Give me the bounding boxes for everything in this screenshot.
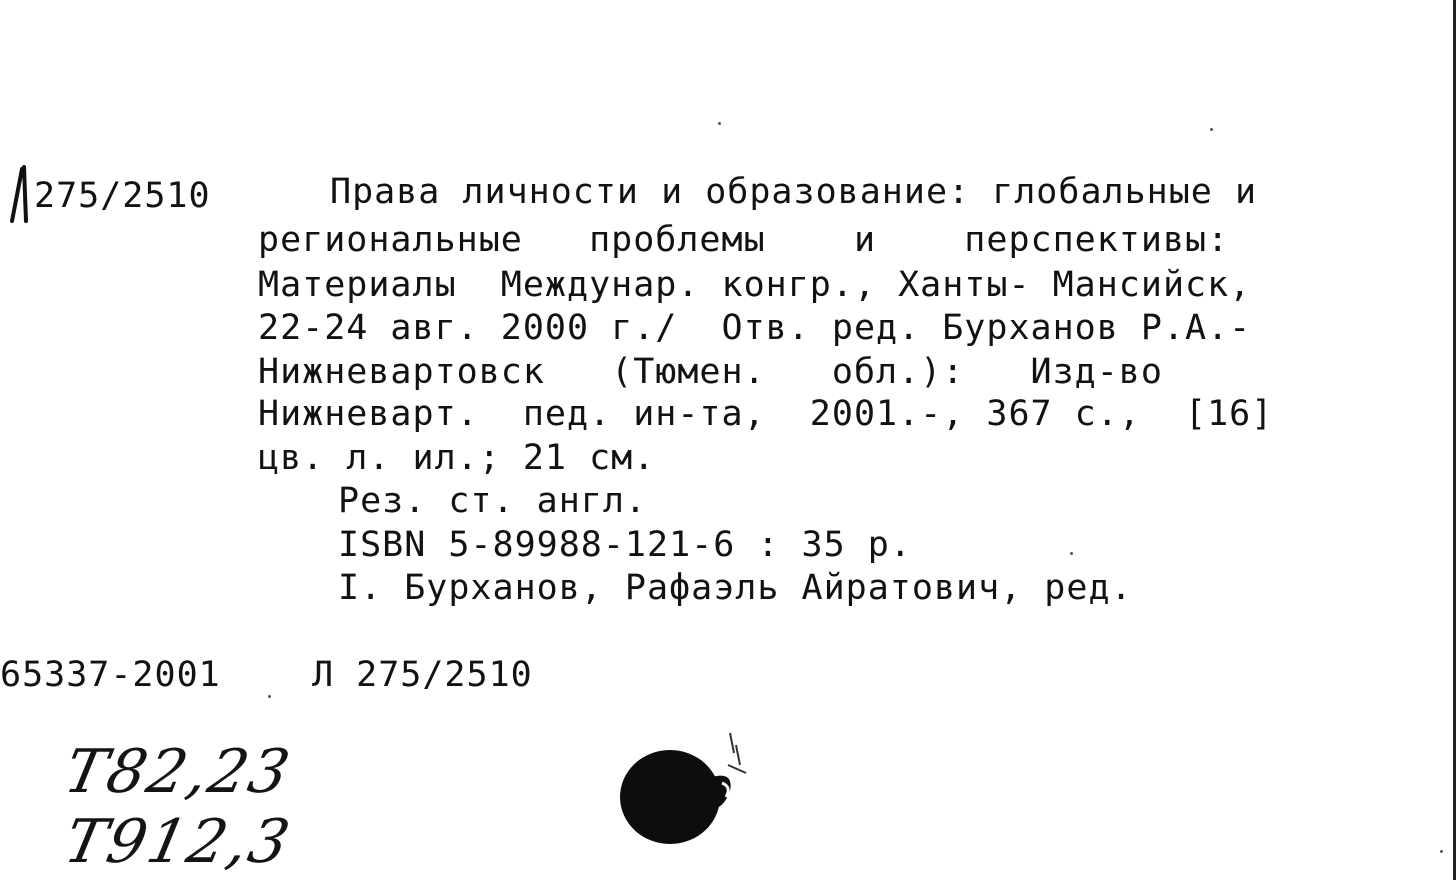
handwritten-code: Т82,23 (58, 737, 298, 807)
scan-speck (718, 122, 721, 125)
shelf-reference: Л 275/2510 (312, 655, 533, 695)
description-line: Нижневартовск (Тюмен. обл.): Изд-во (258, 352, 1163, 392)
title-line-1: Права личности и образование: глобальные и (330, 172, 1258, 212)
note-line: ISBN 5-89988-121-6 : 35 р. (338, 525, 912, 565)
scan-speck (1210, 128, 1213, 131)
handwritten-code: Т912,3 (58, 807, 298, 877)
handwritten-mark-icon (8, 165, 30, 225)
scan-speck (1440, 850, 1443, 853)
ink-blot-icon (612, 725, 762, 850)
note-line: Рез. ст. англ. (338, 481, 648, 521)
description-line: цв. л. ил.; 21 см. (258, 438, 656, 478)
description-line: региональные проблемы и перспективы: (258, 220, 1230, 260)
scan-speck (1070, 552, 1073, 555)
description-line: Нижневарт. пед. ин-та, 2001.-, 367 с., [16] (258, 394, 1274, 434)
description-line: 22-24 авг. 2000 г./ Отв. ред. Бурханов Р.А.- (258, 308, 1252, 348)
shelf-mark: 275/2510 (34, 176, 211, 216)
scan-speck (268, 695, 271, 698)
description-line: Материалы Междунар. конгр., Ханты- Мансийск, (258, 265, 1252, 305)
registry-number: 65337-2001 (0, 655, 221, 695)
note-line: I. Бурханов, Рафаэль Айратович, ред. (338, 568, 1133, 608)
